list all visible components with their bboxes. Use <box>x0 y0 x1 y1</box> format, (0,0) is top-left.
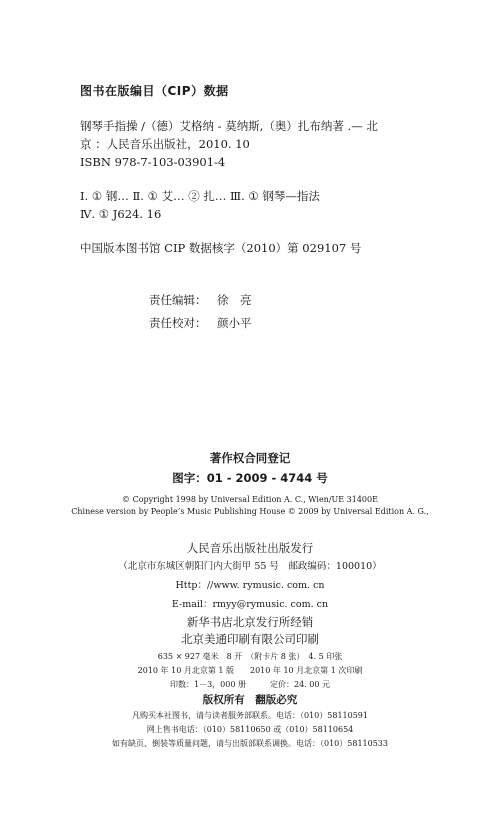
cip-entry-line-1: 钢琴手指操 /（德）艾格纳 - 莫纳斯,（奥）扎布纳著 .— 北 <box>80 119 378 133</box>
printer: 北京美通印刷有限公司印刷 <box>181 632 319 646</box>
proofreader-row <box>149 312 252 335</box>
registration-number: 图字：01 - 2009 - 4744 号 <box>172 471 328 485</box>
copyright-notice-1: © Copyright 1998 by Universal Edition A. C., Wien/UE 31400E <box>122 495 378 504</box>
cip-subject-line-1: Ⅰ. ① 钢… Ⅱ. ① 艾… ② 扎… Ⅲ. ① 钢琴—指法 <box>80 189 320 203</box>
edition-info: 2010 年 10 月北京第 1 版 2010 年 10 月北京第 1 次印刷 <box>137 666 363 675</box>
cip-verification-number: 中国版本图书馆 CIP 数据核字（2010）第 029107 号 <box>80 241 362 255</box>
publisher-block <box>0 540 500 751</box>
proofreader-name: 颜小平 <box>217 316 252 330</box>
print-run-info: 印数：1－3，000 册 定价：24. 00 元 <box>170 680 330 689</box>
copyright-registration-block <box>0 449 500 518</box>
publisher-name: 人民音乐出版社出版发行 <box>186 541 314 555</box>
cip-data-block <box>80 82 460 257</box>
cip-entry-line-2: 京 ：人民音乐出版社，2010. 10 <box>80 137 250 151</box>
proofreader-label: 责任校对： <box>149 316 207 330</box>
cip-title: 图书在版编目（CIP）数据 <box>80 84 229 98</box>
cip-subject-line-2: Ⅳ. ① J624. 16 <box>80 207 162 221</box>
publisher-email: E-mail：rmyy@rymusic. com. cn <box>171 599 329 610</box>
distributor: 新华书店北京发行所经销 <box>186 615 314 629</box>
purchase-note: 凡购买本社图书，请与读者服务部联系。电话：（010）58110591 <box>132 711 368 720</box>
publisher-website: Http：//www. rymusic. com. cn <box>175 580 325 591</box>
editors-block <box>149 289 252 335</box>
registration-title: 著作权合同登记 <box>209 451 291 465</box>
defect-note: 如有缺页、倒装等质量问题，请与出版部联系调换。电话：（010）58110533 <box>112 739 388 748</box>
rights-notice: 版权所有 翻版必究 <box>202 694 298 706</box>
editor-name: 徐 亮 <box>217 293 252 307</box>
copyright-notice-2: Chinese version by People’s Music Publishing House © 2009 by Universal Edition A. G., <box>71 507 429 516</box>
online-store-phone: 网上售书电话：（010）58110650 或（010）58110654 <box>146 725 354 734</box>
format-info: 635 × 927 毫米 8 开 （附卡片 8 张） 4. 5 印张 <box>157 652 343 661</box>
publisher-address: （北京市东城区朝阳门内大街甲 55 号 邮政编码：100010） <box>118 561 382 572</box>
cip-isbn: ISBN 978-7-103-03901-4 <box>80 155 226 169</box>
editor-row <box>149 289 252 312</box>
editor-label: 责任编辑： <box>149 293 207 307</box>
